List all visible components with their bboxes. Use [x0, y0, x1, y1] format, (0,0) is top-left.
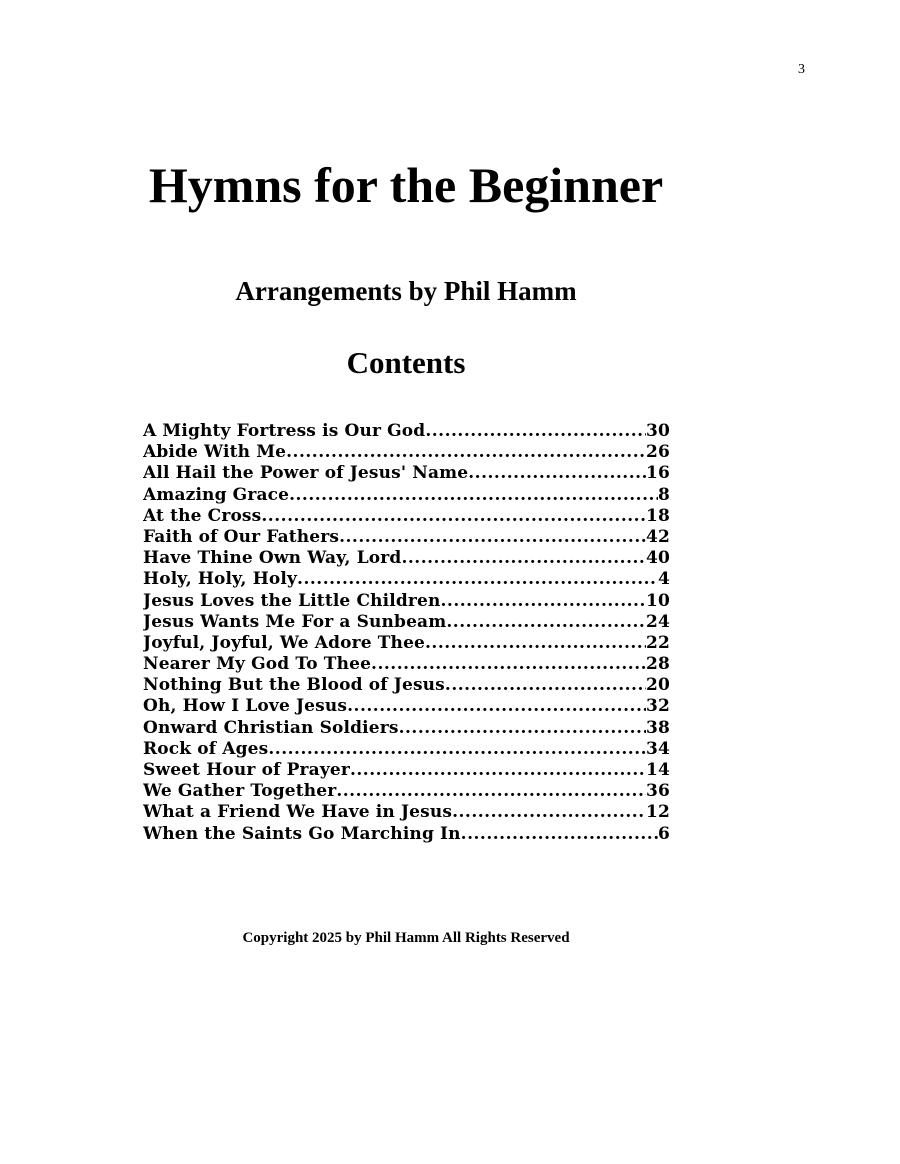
toc-entry: [143, 824, 670, 845]
toc-entry-title: Nothing But the Blood of Jesus: [143, 675, 445, 696]
toc-dot-leader: [347, 696, 646, 716]
toc-entry: [143, 591, 670, 612]
toc-entry-title: Holy, Holy, Holy: [143, 569, 298, 590]
toc-entry-page: 6: [658, 823, 670, 844]
toc-entry: [143, 527, 670, 548]
toc-entry: [143, 485, 670, 506]
arranger-subtitle: Arrangements by Phil Hamm: [235, 276, 577, 306]
toc-entry: [143, 739, 670, 760]
toc-dot-leader: [452, 802, 646, 822]
toc-dot-leader: [425, 633, 646, 653]
toc-entry-page: 16: [646, 463, 670, 484]
toc-entry-title: All Hail the Power of Jesus' Name: [143, 463, 469, 484]
toc-entry: [143, 760, 670, 781]
toc-dot-leader: [336, 781, 646, 801]
toc-entry-title: Amazing Grace: [143, 484, 290, 505]
toc-entry-title: Joyful, Joyful, We Adore Thee: [143, 632, 425, 653]
toc-entry-title: When the Saints Go Marching In: [143, 823, 461, 844]
toc-dot-leader: [286, 442, 646, 462]
toc-entry: [143, 802, 670, 823]
toc-entry-title: Onward Christian Soldiers: [143, 717, 399, 738]
toc-entry-page: 8: [658, 484, 670, 505]
toc-entry-title: Rock of Ages: [143, 738, 269, 759]
toc-entry-title: We Gather Together: [143, 781, 337, 802]
toc-entry-title: Oh, How I Love Jesus: [143, 696, 348, 717]
toc-entry: [143, 463, 670, 484]
toc-dot-leader: [371, 654, 646, 674]
toc-entry-title: Jesus Wants Me For a Sunbeam: [143, 611, 447, 632]
toc-entry-title: At the Cross: [143, 505, 262, 526]
toc-dot-leader: [399, 718, 646, 738]
toc-entry-page: 32: [646, 696, 670, 717]
toc-entry-title: Have Thine Own Way, Lord: [143, 548, 402, 569]
toc-entry-page: 34: [646, 738, 670, 759]
toc-dot-leader: [261, 506, 646, 526]
toc-entry-page: 12: [646, 802, 670, 823]
toc-entry-page: 28: [646, 654, 670, 675]
page-number: 3: [798, 62, 805, 77]
toc-entry-page: 36: [646, 781, 670, 802]
toc-entry: [143, 442, 670, 463]
toc-entry-page: 10: [646, 590, 670, 611]
toc-dot-leader: [425, 421, 646, 441]
toc-entry: [143, 781, 670, 802]
toc-entry-page: 24: [646, 611, 670, 632]
toc-entry-title: Sweet Hour of Prayer: [143, 760, 350, 780]
toc-entry: [143, 696, 670, 717]
toc-entry-title: A Mighty Fortress is Our God: [143, 421, 426, 441]
toc-entry-page: 26: [646, 442, 670, 463]
toc-entry-page: 30: [646, 421, 670, 441]
toc-dot-leader: [461, 824, 658, 844]
table-of-contents: [143, 421, 670, 845]
toc-entry-title: Abide With Me: [143, 442, 287, 463]
toc-entry-page: 42: [646, 526, 670, 547]
toc-entry-title: What a Friend We Have in Jesus: [143, 802, 453, 823]
toc-entry: [143, 654, 670, 675]
toc-dot-leader: [297, 569, 658, 589]
copyright-notice: Copyright 2025 by Phil Hamm All Rights Reserved: [242, 930, 570, 946]
toc-entry-page: 4: [658, 569, 670, 590]
toc-dot-leader: [289, 485, 658, 505]
toc-entry-page: 38: [646, 717, 670, 738]
toc-entry-page: 14: [646, 760, 670, 780]
toc-entry-page: 20: [646, 675, 670, 696]
contents-heading: Contents: [346, 345, 466, 380]
toc-dot-leader: [446, 612, 646, 632]
toc-entry-page: 18: [646, 505, 670, 526]
toc-entry-page: 22: [646, 632, 670, 653]
toc-entry-title: Faith of Our Fathers: [143, 526, 340, 547]
toc-entry: [143, 421, 670, 442]
toc-entry: [143, 675, 670, 696]
toc-dot-leader: [441, 591, 647, 611]
toc-dot-leader: [350, 760, 646, 780]
toc-dot-leader: [401, 548, 646, 568]
toc-dot-leader: [268, 739, 646, 759]
toc-dot-leader: [339, 527, 646, 547]
toc-dot-leader: [445, 675, 646, 695]
book-title: Hymns for the Beginner: [148, 157, 664, 213]
toc-entry: [143, 633, 670, 654]
toc-entry-page: 40: [646, 548, 670, 569]
toc-entry: [143, 506, 670, 527]
toc-entry: [143, 569, 670, 590]
toc-dot-leader: [468, 463, 646, 483]
toc-entry-title: Jesus Loves the Little Children: [143, 590, 441, 611]
toc-entry: [143, 612, 670, 633]
toc-entry: [143, 718, 670, 739]
toc-entry-title: Nearer My God To Thee: [143, 654, 372, 675]
toc-entry: [143, 548, 670, 569]
